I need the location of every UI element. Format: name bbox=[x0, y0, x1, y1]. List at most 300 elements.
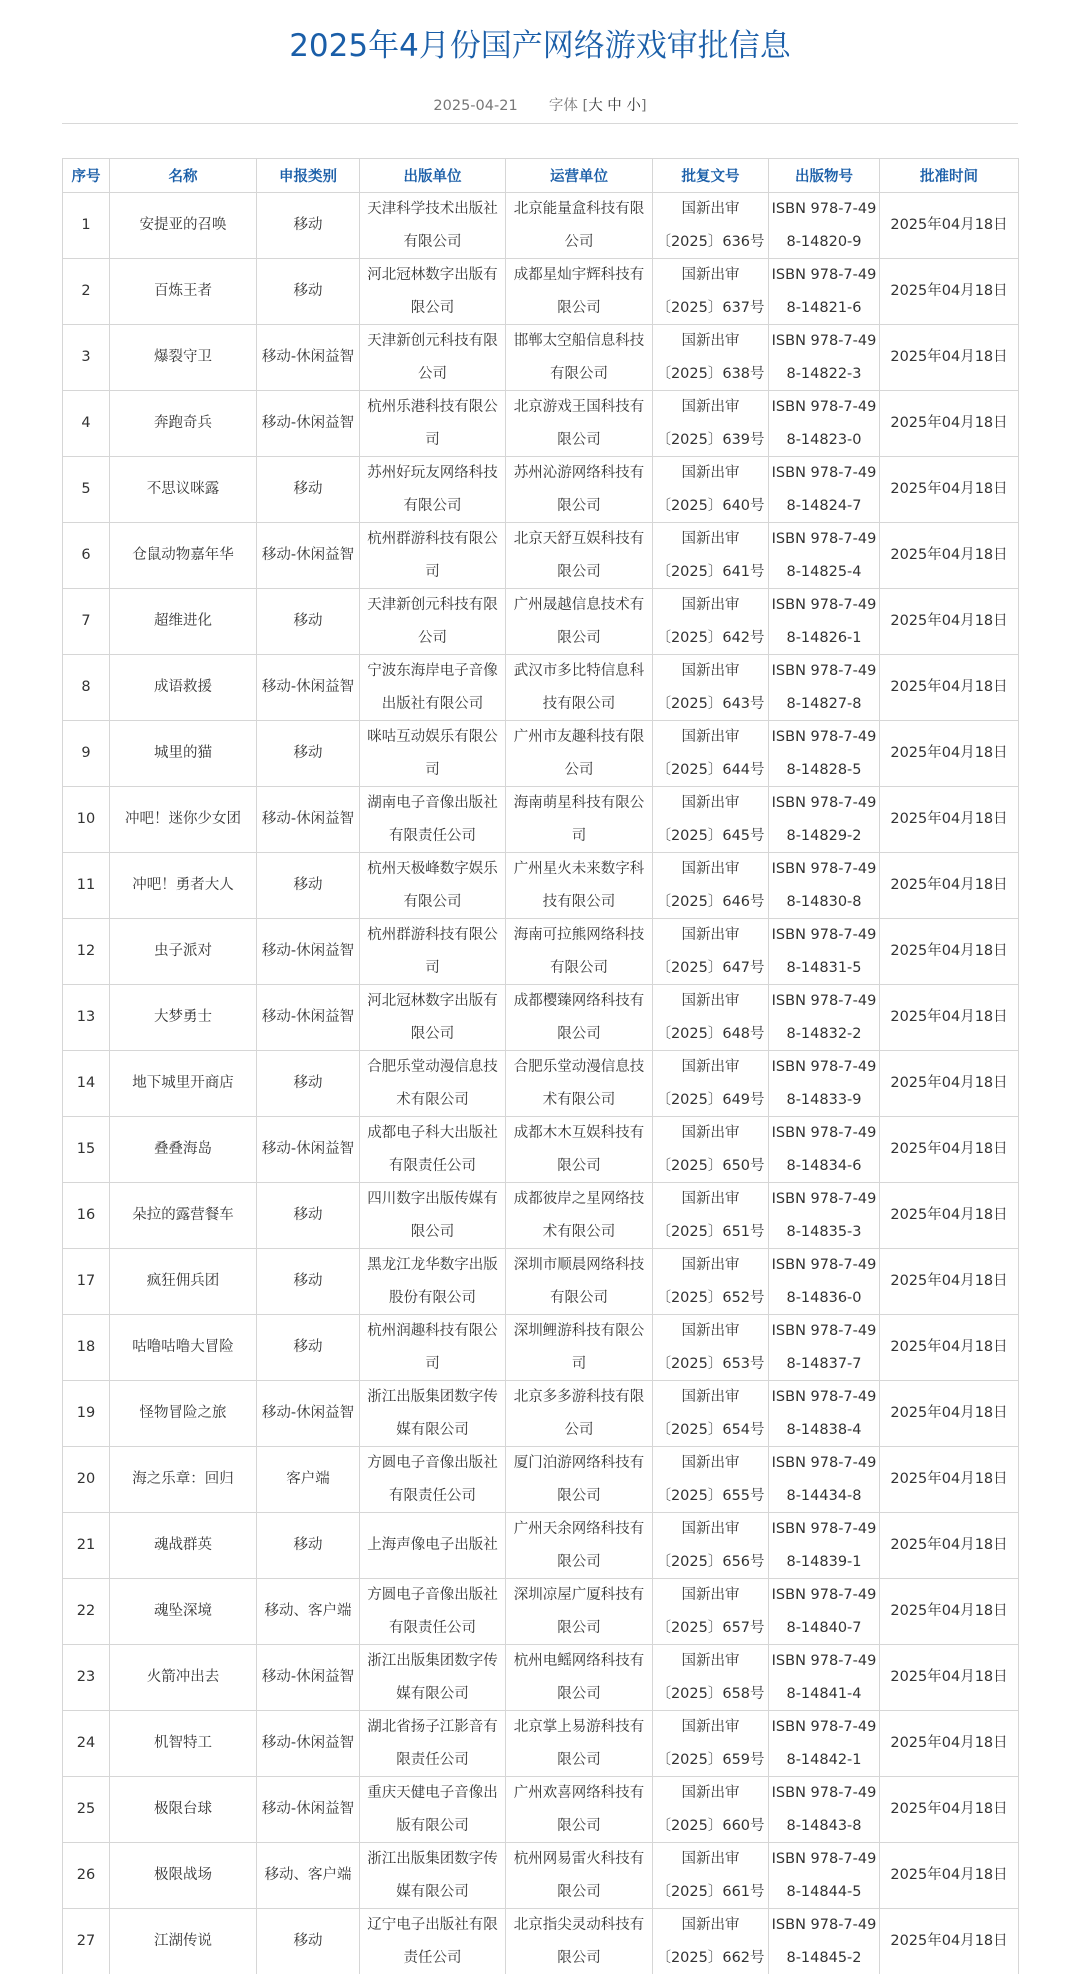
approval-doc-prefix: 国新出审 bbox=[681, 927, 740, 943]
cell-category: 移动-休闲益智 bbox=[257, 1711, 360, 1777]
cell-game-name: 爆裂守卫 bbox=[110, 325, 257, 391]
approval-doc-prefix: 国新出审 bbox=[681, 1125, 740, 1141]
approval-doc-number: 〔2025〕638号 bbox=[656, 365, 765, 382]
table-row bbox=[63, 1117, 1019, 1183]
table-row bbox=[63, 787, 1019, 853]
table-row bbox=[63, 1777, 1019, 1843]
approval-doc-number: 〔2025〕655号 bbox=[656, 1487, 765, 1504]
cell-operator: 海南可拉熊网络科技有限公司 bbox=[506, 919, 653, 985]
table-row bbox=[63, 655, 1019, 721]
cell-approval-doc bbox=[653, 787, 769, 853]
cell-approval-date: 2025年04月18日 bbox=[880, 1381, 1019, 1447]
cell-approval-date: 2025年04月18日 bbox=[880, 523, 1019, 589]
bracket-open: [ bbox=[582, 98, 589, 114]
table-header-row bbox=[63, 159, 1019, 193]
cell-operator: 广州欢喜网络科技有限公司 bbox=[506, 1777, 653, 1843]
approval-doc-prefix: 国新出审 bbox=[681, 861, 740, 877]
cell-approval-date: 2025年04月18日 bbox=[880, 325, 1019, 391]
cell-approval-date: 2025年04月18日 bbox=[880, 1513, 1019, 1579]
column-header-publisher: 出版单位 bbox=[360, 159, 506, 193]
approval-doc-number: 〔2025〕639号 bbox=[656, 431, 765, 448]
cell-game-name: 奔跑奇兵 bbox=[110, 391, 257, 457]
font-size-label: 字体 bbox=[548, 98, 578, 114]
cell-approval-date: 2025年04月18日 bbox=[880, 1777, 1019, 1843]
cell-operator: 广州市友趣科技有限公司 bbox=[506, 721, 653, 787]
column-header-no: 序号 bbox=[63, 159, 110, 193]
cell-isbn: ISBN 978-7-498-14841-4 bbox=[769, 1645, 880, 1711]
table-row bbox=[63, 1315, 1019, 1381]
cell-operator: 深圳鲤游科技有限公司 bbox=[506, 1315, 653, 1381]
approval-doc-prefix: 国新出审 bbox=[681, 993, 740, 1009]
cell-no: 14 bbox=[63, 1051, 110, 1117]
cell-no: 24 bbox=[63, 1711, 110, 1777]
cell-publisher: 宁波东海岸电子音像出版社有限公司 bbox=[360, 655, 506, 721]
cell-publisher: 天津新创元科技有限公司 bbox=[360, 589, 506, 655]
cell-approval-doc bbox=[653, 193, 769, 259]
approval-doc-number: 〔2025〕652号 bbox=[656, 1289, 765, 1306]
cell-approval-doc bbox=[653, 259, 769, 325]
approval-doc-prefix: 国新出审 bbox=[681, 201, 740, 217]
cell-isbn: ISBN 978-7-498-14820-9 bbox=[769, 193, 880, 259]
cell-approval-doc bbox=[653, 1249, 769, 1315]
cell-publisher: 杭州群游科技有限公司 bbox=[360, 919, 506, 985]
approval-doc-number: 〔2025〕645号 bbox=[656, 827, 765, 844]
cell-approval-date: 2025年04月18日 bbox=[880, 259, 1019, 325]
font-size-small-button[interactable]: 小 bbox=[626, 98, 641, 114]
cell-publisher: 黑龙江龙华数字出版股份有限公司 bbox=[360, 1249, 506, 1315]
table-row bbox=[63, 853, 1019, 919]
approval-doc-number: 〔2025〕644号 bbox=[656, 761, 765, 778]
approval-doc-number: 〔2025〕653号 bbox=[656, 1355, 765, 1372]
cell-approval-doc bbox=[653, 457, 769, 523]
cell-game-name: 百炼王者 bbox=[110, 259, 257, 325]
cell-game-name: 魂战群英 bbox=[110, 1513, 257, 1579]
cell-approval-date: 2025年04月18日 bbox=[880, 1183, 1019, 1249]
cell-category: 移动 bbox=[257, 721, 360, 787]
approval-doc-number: 〔2025〕660号 bbox=[656, 1817, 765, 1834]
cell-category: 移动 bbox=[257, 1513, 360, 1579]
table-row bbox=[63, 325, 1019, 391]
cell-no: 22 bbox=[63, 1579, 110, 1645]
cell-isbn: ISBN 978-7-498-14832-2 bbox=[769, 985, 880, 1051]
cell-operator: 深圳市顺晨网络科技有限公司 bbox=[506, 1249, 653, 1315]
cell-game-name: 海之乐章：回归 bbox=[110, 1447, 257, 1513]
cell-category: 移动 bbox=[257, 1249, 360, 1315]
cell-publisher: 方圆电子音像出版社有限责任公司 bbox=[360, 1579, 506, 1645]
publish-date: 2025-04-21 bbox=[433, 98, 518, 114]
approval-doc-number: 〔2025〕641号 bbox=[656, 563, 765, 580]
cell-category: 移动 bbox=[257, 853, 360, 919]
approval-doc-prefix: 国新出审 bbox=[681, 1323, 740, 1339]
cell-game-name: 安提亚的召唤 bbox=[110, 193, 257, 259]
cell-category: 移动-休闲益智 bbox=[257, 325, 360, 391]
cell-approval-doc bbox=[653, 1777, 769, 1843]
cell-operator: 广州星火未来数字科技有限公司 bbox=[506, 853, 653, 919]
cell-no: 3 bbox=[63, 325, 110, 391]
approval-doc-prefix: 国新出审 bbox=[681, 267, 740, 283]
approval-doc-prefix: 国新出审 bbox=[681, 399, 740, 415]
cell-no: 12 bbox=[63, 919, 110, 985]
cell-no: 27 bbox=[63, 1909, 110, 1974]
cell-isbn: ISBN 978-7-498-14825-4 bbox=[769, 523, 880, 589]
table-row bbox=[63, 1645, 1019, 1711]
cell-publisher: 河北冠林数字出版有限公司 bbox=[360, 985, 506, 1051]
cell-game-name: 冲吧！勇者大人 bbox=[110, 853, 257, 919]
cell-approval-doc bbox=[653, 853, 769, 919]
cell-isbn: ISBN 978-7-498-14839-1 bbox=[769, 1513, 880, 1579]
approval-doc-prefix: 国新出审 bbox=[681, 1851, 740, 1867]
cell-approval-date: 2025年04月18日 bbox=[880, 985, 1019, 1051]
cell-isbn: ISBN 978-7-498-14843-8 bbox=[769, 1777, 880, 1843]
cell-publisher: 浙江出版集团数字传媒有限公司 bbox=[360, 1381, 506, 1447]
table-row bbox=[63, 457, 1019, 523]
cell-no: 7 bbox=[63, 589, 110, 655]
cell-operator: 北京游戏王国科技有限公司 bbox=[506, 391, 653, 457]
cell-approval-doc bbox=[653, 1909, 769, 1974]
cell-no: 17 bbox=[63, 1249, 110, 1315]
cell-no: 21 bbox=[63, 1513, 110, 1579]
cell-approval-doc bbox=[653, 985, 769, 1051]
cell-approval-date: 2025年04月18日 bbox=[880, 1117, 1019, 1183]
cell-publisher: 湖北省扬子江影音有限责任公司 bbox=[360, 1711, 506, 1777]
approval-doc-prefix: 国新出审 bbox=[681, 795, 740, 811]
cell-game-name: 仓鼠动物嘉年华 bbox=[110, 523, 257, 589]
cell-isbn: ISBN 978-7-498-14842-1 bbox=[769, 1711, 880, 1777]
cell-category: 移动-休闲益智 bbox=[257, 919, 360, 985]
cell-category: 移动-休闲益智 bbox=[257, 523, 360, 589]
cell-game-name: 极限战场 bbox=[110, 1843, 257, 1909]
cell-no: 8 bbox=[63, 655, 110, 721]
cell-isbn: ISBN 978-7-498-14836-0 bbox=[769, 1249, 880, 1315]
approval-doc-prefix: 国新出审 bbox=[681, 333, 740, 349]
cell-approval-doc bbox=[653, 1315, 769, 1381]
header-divider bbox=[62, 123, 1018, 124]
cell-category: 移动 bbox=[257, 1315, 360, 1381]
cell-no: 1 bbox=[63, 193, 110, 259]
cell-approval-doc bbox=[653, 1645, 769, 1711]
cell-operator: 海南萌星科技有限公司 bbox=[506, 787, 653, 853]
cell-publisher: 湖南电子音像出版社有限责任公司 bbox=[360, 787, 506, 853]
column-header-isbn: 出版物号 bbox=[769, 159, 880, 193]
cell-game-name: 江湖传说 bbox=[110, 1909, 257, 1974]
cell-publisher: 四川数字出版传媒有限公司 bbox=[360, 1183, 506, 1249]
cell-approval-date: 2025年04月18日 bbox=[880, 1909, 1019, 1974]
approval-doc-number: 〔2025〕657号 bbox=[656, 1619, 765, 1636]
table-row bbox=[63, 523, 1019, 589]
cell-category: 移动 bbox=[257, 1051, 360, 1117]
table-row bbox=[63, 1513, 1019, 1579]
cell-publisher: 浙江出版集团数字传媒有限公司 bbox=[360, 1645, 506, 1711]
cell-game-name: 城里的猫 bbox=[110, 721, 257, 787]
cell-approval-doc bbox=[653, 1117, 769, 1183]
cell-approval-date: 2025年04月18日 bbox=[880, 1447, 1019, 1513]
approval-doc-number: 〔2025〕662号 bbox=[656, 1949, 765, 1966]
column-header-approval-doc: 批复文号 bbox=[653, 159, 769, 193]
cell-isbn: ISBN 978-7-498-14827-8 bbox=[769, 655, 880, 721]
cell-game-name: 魂坠深境 bbox=[110, 1579, 257, 1645]
cell-category: 移动 bbox=[257, 193, 360, 259]
cell-no: 26 bbox=[63, 1843, 110, 1909]
cell-approval-doc bbox=[653, 919, 769, 985]
cell-game-name: 机智特工 bbox=[110, 1711, 257, 1777]
cell-game-name: 超维进化 bbox=[110, 589, 257, 655]
cell-publisher: 天津科学技术出版社有限公司 bbox=[360, 193, 506, 259]
cell-category: 移动-休闲益智 bbox=[257, 1117, 360, 1183]
approval-doc-number: 〔2025〕648号 bbox=[656, 1025, 765, 1042]
approval-doc-prefix: 国新出审 bbox=[681, 1257, 740, 1273]
cell-isbn: ISBN 978-7-498-14829-2 bbox=[769, 787, 880, 853]
cell-operator: 苏州沁游网络科技有限公司 bbox=[506, 457, 653, 523]
cell-approval-date: 2025年04月18日 bbox=[880, 391, 1019, 457]
cell-game-name: 火箭冲出去 bbox=[110, 1645, 257, 1711]
cell-approval-date: 2025年04月18日 bbox=[880, 1249, 1019, 1315]
cell-operator: 成都木木互娱科技有限公司 bbox=[506, 1117, 653, 1183]
cell-game-name: 叠叠海岛 bbox=[110, 1117, 257, 1183]
cell-publisher: 杭州润趣科技有限公司 bbox=[360, 1315, 506, 1381]
cell-isbn: ISBN 978-7-498-14835-3 bbox=[769, 1183, 880, 1249]
cell-isbn: ISBN 978-7-498-14830-8 bbox=[769, 853, 880, 919]
cell-category: 移动-休闲益智 bbox=[257, 985, 360, 1051]
cell-approval-date: 2025年04月18日 bbox=[880, 1051, 1019, 1117]
cell-approval-doc bbox=[653, 1843, 769, 1909]
approval-doc-number: 〔2025〕647号 bbox=[656, 959, 765, 976]
article-meta bbox=[0, 96, 1080, 116]
cell-publisher: 咪咕互动娱乐有限公司 bbox=[360, 721, 506, 787]
cell-publisher: 杭州乐港科技有限公司 bbox=[360, 391, 506, 457]
cell-operator: 成都星灿宇辉科技有限公司 bbox=[506, 259, 653, 325]
column-header-approval-date: 批准时间 bbox=[880, 159, 1019, 193]
cell-publisher: 苏州好玩友网络科技有限公司 bbox=[360, 457, 506, 523]
table-row bbox=[63, 1711, 1019, 1777]
cell-approval-doc bbox=[653, 655, 769, 721]
cell-approval-doc bbox=[653, 721, 769, 787]
cell-category: 移动、客户端 bbox=[257, 1843, 360, 1909]
cell-no: 4 bbox=[63, 391, 110, 457]
cell-category: 移动-休闲益智 bbox=[257, 1645, 360, 1711]
approval-doc-prefix: 国新出审 bbox=[681, 729, 740, 745]
cell-approval-date: 2025年04月18日 bbox=[880, 1645, 1019, 1711]
approval-doc-number: 〔2025〕637号 bbox=[656, 299, 765, 316]
cell-approval-date: 2025年04月18日 bbox=[880, 193, 1019, 259]
column-header-name: 名称 bbox=[110, 159, 257, 193]
cell-category: 移动-休闲益智 bbox=[257, 391, 360, 457]
table-body bbox=[63, 193, 1019, 1974]
cell-approval-doc bbox=[653, 1513, 769, 1579]
cell-approval-date: 2025年04月18日 bbox=[880, 787, 1019, 853]
approval-doc-prefix: 国新出审 bbox=[681, 1059, 740, 1075]
cell-approval-date: 2025年04月18日 bbox=[880, 919, 1019, 985]
cell-approval-doc bbox=[653, 391, 769, 457]
cell-isbn: ISBN 978-7-498-14821-6 bbox=[769, 259, 880, 325]
approval-doc-number: 〔2025〕646号 bbox=[656, 893, 765, 910]
cell-game-name: 朵拉的露营餐车 bbox=[110, 1183, 257, 1249]
cell-operator: 杭州网易雷火科技有限公司 bbox=[506, 1843, 653, 1909]
cell-operator: 深圳凉屋广厦科技有限公司 bbox=[506, 1579, 653, 1645]
approval-doc-number: 〔2025〕659号 bbox=[656, 1751, 765, 1768]
table-row bbox=[63, 1909, 1019, 1974]
approval-doc-prefix: 国新出审 bbox=[681, 663, 740, 679]
table-row bbox=[63, 391, 1019, 457]
cell-approval-doc bbox=[653, 1579, 769, 1645]
approval-doc-number: 〔2025〕661号 bbox=[656, 1883, 765, 1900]
column-header-category: 申报类别 bbox=[257, 159, 360, 193]
approval-doc-number: 〔2025〕654号 bbox=[656, 1421, 765, 1438]
table-row bbox=[63, 1051, 1019, 1117]
cell-category: 移动-休闲益智 bbox=[257, 787, 360, 853]
cell-isbn: ISBN 978-7-498-14844-5 bbox=[769, 1843, 880, 1909]
cell-game-name: 疯狂佣兵团 bbox=[110, 1249, 257, 1315]
table-row bbox=[63, 1579, 1019, 1645]
approval-doc-prefix: 国新出审 bbox=[681, 1191, 740, 1207]
cell-category: 移动 bbox=[257, 589, 360, 655]
cell-publisher: 杭州群游科技有限公司 bbox=[360, 523, 506, 589]
cell-approval-date: 2025年04月18日 bbox=[880, 853, 1019, 919]
page-title: 2025年4月份国产网络游戏审批信息 bbox=[289, 28, 791, 64]
cell-approval-doc bbox=[653, 1183, 769, 1249]
approval-doc-prefix: 国新出审 bbox=[681, 597, 740, 613]
cell-no: 9 bbox=[63, 721, 110, 787]
cell-approval-doc bbox=[653, 1381, 769, 1447]
cell-publisher: 合肥乐堂动漫信息技术有限公司 bbox=[360, 1051, 506, 1117]
approval-doc-number: 〔2025〕650号 bbox=[656, 1157, 765, 1174]
approval-doc-number: 〔2025〕640号 bbox=[656, 497, 765, 514]
cell-approval-date: 2025年04月18日 bbox=[880, 457, 1019, 523]
cell-operator: 合肥乐堂动漫信息技术有限公司 bbox=[506, 1051, 653, 1117]
cell-no: 2 bbox=[63, 259, 110, 325]
cell-approval-doc bbox=[653, 523, 769, 589]
cell-publisher: 辽宁电子出版社有限责任公司 bbox=[360, 1909, 506, 1974]
cell-no: 16 bbox=[63, 1183, 110, 1249]
approval-doc-number: 〔2025〕656号 bbox=[656, 1553, 765, 1570]
cell-operator: 成都彼岸之星网络技术有限公司 bbox=[506, 1183, 653, 1249]
cell-no: 15 bbox=[63, 1117, 110, 1183]
approval-doc-prefix: 国新出审 bbox=[681, 1653, 740, 1669]
cell-game-name: 不思议咪露 bbox=[110, 457, 257, 523]
table-row bbox=[63, 919, 1019, 985]
cell-category: 移动 bbox=[257, 259, 360, 325]
approval-doc-prefix: 国新出审 bbox=[681, 1917, 740, 1933]
cell-no: 11 bbox=[63, 853, 110, 919]
cell-operator: 邯郸太空船信息科技有限公司 bbox=[506, 325, 653, 391]
cell-category: 客户端 bbox=[257, 1447, 360, 1513]
cell-approval-doc bbox=[653, 1711, 769, 1777]
cell-category: 移动 bbox=[257, 457, 360, 523]
cell-approval-date: 2025年04月18日 bbox=[880, 1315, 1019, 1381]
cell-category: 移动-休闲益智 bbox=[257, 1381, 360, 1447]
cell-isbn: ISBN 978-7-498-14833-9 bbox=[769, 1051, 880, 1117]
cell-isbn: ISBN 978-7-498-14831-5 bbox=[769, 919, 880, 985]
approval-doc-prefix: 国新出审 bbox=[681, 1389, 740, 1405]
cell-publisher: 方圆电子音像出版社有限责任公司 bbox=[360, 1447, 506, 1513]
cell-operator: 杭州电鳐网络科技有限公司 bbox=[506, 1645, 653, 1711]
cell-no: 13 bbox=[63, 985, 110, 1051]
approval-doc-prefix: 国新出审 bbox=[681, 531, 740, 547]
cell-approval-doc bbox=[653, 325, 769, 391]
approval-doc-prefix: 国新出审 bbox=[681, 1521, 740, 1537]
cell-isbn: ISBN 978-7-498-14837-7 bbox=[769, 1315, 880, 1381]
cell-approval-doc bbox=[653, 1447, 769, 1513]
cell-isbn: ISBN 978-7-498-14840-7 bbox=[769, 1579, 880, 1645]
cell-publisher: 成都电子科大出版社有限责任公司 bbox=[360, 1117, 506, 1183]
cell-operator: 北京天舒互娱科技有限公司 bbox=[506, 523, 653, 589]
table-row bbox=[63, 1843, 1019, 1909]
cell-isbn: ISBN 978-7-498-14834-6 bbox=[769, 1117, 880, 1183]
approval-table bbox=[62, 158, 1019, 1974]
cell-approval-date: 2025年04月18日 bbox=[880, 1843, 1019, 1909]
cell-game-name: 极限台球 bbox=[110, 1777, 257, 1843]
approval-doc-prefix: 国新出审 bbox=[681, 1455, 740, 1471]
cell-category: 移动 bbox=[257, 1909, 360, 1974]
approval-doc-prefix: 国新出审 bbox=[681, 465, 740, 481]
cell-approval-date: 2025年04月18日 bbox=[880, 655, 1019, 721]
cell-approval-date: 2025年04月18日 bbox=[880, 721, 1019, 787]
table-row bbox=[63, 1249, 1019, 1315]
cell-publisher: 天津新创元科技有限公司 bbox=[360, 325, 506, 391]
cell-isbn: ISBN 978-7-498-14823-0 bbox=[769, 391, 880, 457]
cell-no: 5 bbox=[63, 457, 110, 523]
table-row bbox=[63, 1381, 1019, 1447]
column-header-operator: 运营单位 bbox=[506, 159, 653, 193]
cell-publisher: 重庆天健电子音像出版有限公司 bbox=[360, 1777, 506, 1843]
cell-operator: 北京多多游科技有限公司 bbox=[506, 1381, 653, 1447]
font-size-large-button[interactable]: 大 bbox=[588, 98, 603, 114]
table-row bbox=[63, 1183, 1019, 1249]
cell-operator: 北京掌上易游科技有限公司 bbox=[506, 1711, 653, 1777]
table-row bbox=[63, 193, 1019, 259]
cell-operator: 北京指尖灵动科技有限公司 bbox=[506, 1909, 653, 1974]
table-row bbox=[63, 985, 1019, 1051]
cell-operator: 成都樱臻网络科技有限公司 bbox=[506, 985, 653, 1051]
cell-approval-doc bbox=[653, 1051, 769, 1117]
cell-operator: 广州天余网络科技有限公司 bbox=[506, 1513, 653, 1579]
cell-isbn: ISBN 978-7-498-14845-2 bbox=[769, 1909, 880, 1974]
cell-game-name: 冲吧！迷你少女团 bbox=[110, 787, 257, 853]
cell-category: 移动-休闲益智 bbox=[257, 655, 360, 721]
approval-doc-prefix: 国新出审 bbox=[681, 1719, 740, 1735]
cell-no: 19 bbox=[63, 1381, 110, 1447]
approval-doc-number: 〔2025〕636号 bbox=[656, 233, 765, 250]
cell-game-name: 咕噜咕噜大冒险 bbox=[110, 1315, 257, 1381]
cell-publisher: 杭州天极峰数字娱乐有限公司 bbox=[360, 853, 506, 919]
cell-game-name: 虫子派对 bbox=[110, 919, 257, 985]
approval-doc-number: 〔2025〕651号 bbox=[656, 1223, 765, 1240]
cell-isbn: ISBN 978-7-498-14822-3 bbox=[769, 325, 880, 391]
cell-publisher: 河北冠林数字出版有限公司 bbox=[360, 259, 506, 325]
cell-no: 18 bbox=[63, 1315, 110, 1381]
cell-operator: 广州晟越信息技术有限公司 bbox=[506, 589, 653, 655]
cell-category: 移动、客户端 bbox=[257, 1579, 360, 1645]
font-size-medium-button[interactable]: 中 bbox=[607, 98, 622, 114]
approval-doc-number: 〔2025〕642号 bbox=[656, 629, 765, 646]
cell-no: 20 bbox=[63, 1447, 110, 1513]
bracket-close: ] bbox=[640, 98, 647, 114]
cell-category: 移动 bbox=[257, 1183, 360, 1249]
cell-approval-doc bbox=[653, 589, 769, 655]
table-row bbox=[63, 589, 1019, 655]
cell-operator: 厦门泊游网络科技有限公司 bbox=[506, 1447, 653, 1513]
cell-game-name: 地下城里开商店 bbox=[110, 1051, 257, 1117]
cell-isbn: ISBN 978-7-498-14434-8 bbox=[769, 1447, 880, 1513]
cell-no: 25 bbox=[63, 1777, 110, 1843]
approval-doc-number: 〔2025〕643号 bbox=[656, 695, 765, 712]
table-row bbox=[63, 1447, 1019, 1513]
cell-approval-date: 2025年04月18日 bbox=[880, 1579, 1019, 1645]
cell-operator: 武汉市多比特信息科技有限公司 bbox=[506, 655, 653, 721]
cell-approval-date: 2025年04月18日 bbox=[880, 589, 1019, 655]
cell-game-name: 怪物冒险之旅 bbox=[110, 1381, 257, 1447]
table-row bbox=[63, 259, 1019, 325]
cell-publisher: 浙江出版集团数字传媒有限公司 bbox=[360, 1843, 506, 1909]
